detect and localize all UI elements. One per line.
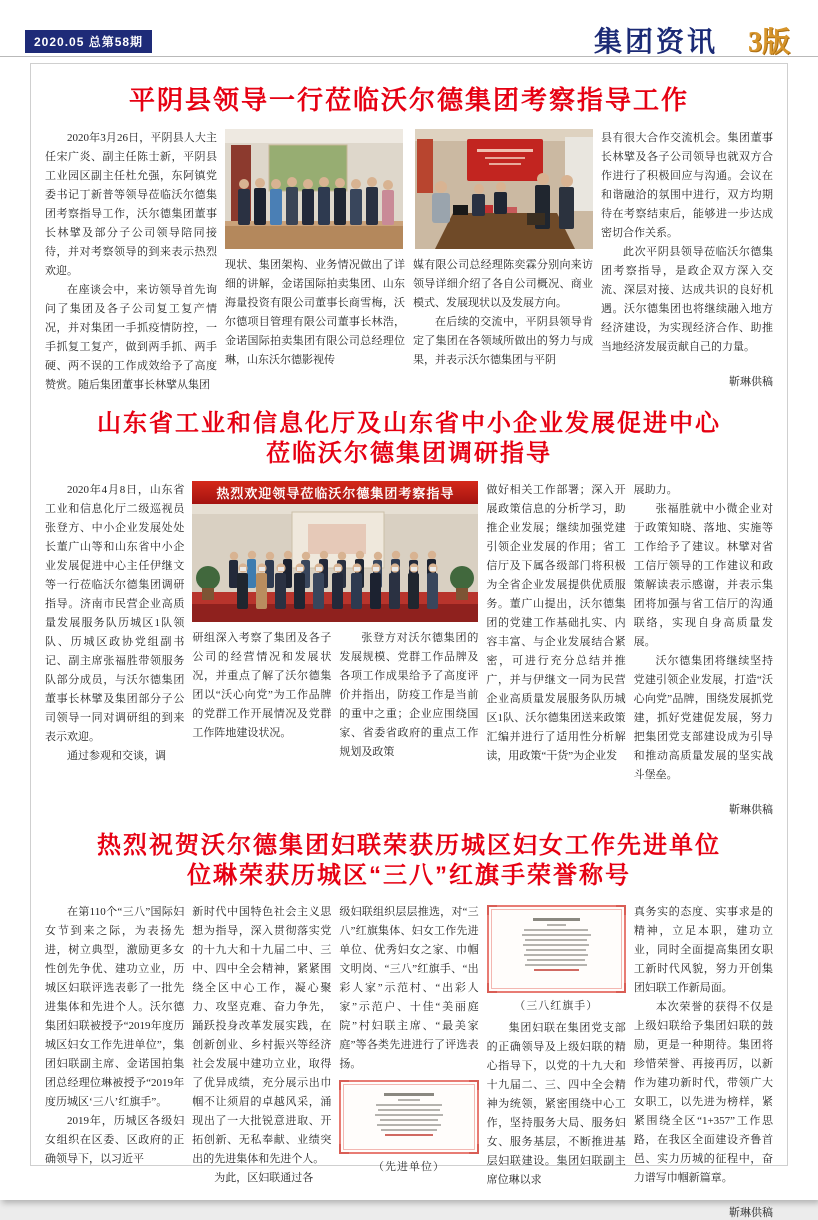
article-provincial-research [45,409,773,817]
article1-col3 [413,256,593,370]
article3-body [45,903,773,1220]
article1-middle [225,129,593,370]
article2-middle-text [192,629,478,762]
masthead-title: 集团资讯 [593,27,718,58]
article1-middle-text [225,256,593,370]
photo-welcome-group [192,504,478,622]
paragraph: 新时代中国特色社会主义思想为指导，深入贯彻落实党的十九大和十九届二中、三中、四中全会精神，紧紧围绕全区中心工作，凝心聚力、攻坚克难、奋力争先，踊跃投身改革发展实践，在创新创业、乡村振兴等经济社会发展中建功立业，取得了优异成绩，充分展示出巾帼不让须眉的卓越风采，涌现出了一大批锐意进取、开拓创新、无私奉献、业绩突出的先进集体和先进个人。 [192,905,332,1165]
issue-badge: 2020.05 总第58期 [25,30,152,53]
article2-col2 [192,629,331,743]
paragraph: 在座谈会中，来访领导首先询问了集团及各子公司复工复产情况，并对集团一手抓疫情防控，一手抓复工复产，做到两手抓、两手硬、两不误的工作成效给予了高度赞赏。随后集团董事长林擘从集团 [45,283,217,391]
article3-title-line2: 位琳荣获历城区“三八”红旗手荣誉称号 [187,861,631,889]
byline: 靳琳供稿 [728,803,773,816]
paragraph: 做好相关工作部署；深入开展政策信息的分析学习，助推企业发展；继续加强党建引领企业发展的作用；省工信厅及下属各级部门将积极为全省企业发展提供优质服务。董广山提出，沃尔德集团的党建工作基础扎实、内容丰富、与企业发展结合紧密，可进行充分总结并推广，并与伊继文一同为民营企业高质量发展服务队历城区1队、沃尔德集团送来政策汇编并进行了适用性分析解读，用政策“干货”为企业发 [486,483,626,762]
article2-title-line1: 山东省工业和信息化厅及山东省中小企业发展促进中心 [97,409,721,437]
article2-col3 [339,629,478,762]
article3-col3 [339,903,478,1180]
paragraph: 2019年，历城区各级妇女组织在区委、区政府的正确领导下，以习近平 [45,1114,185,1165]
paragraph: 现状、集团架构、业务情况做出了详细的讲解，金诺国际拍卖集团、山东海量投资有限公司董事长商雪梅，沃尔德项目管理有限公司董事长林浩，金诺国际拍卖集团有限公司总经理位琳，山东沃尔德影视传 [225,258,405,366]
article2-col5 [634,481,773,817]
certificate-red-flag [487,905,626,993]
header-divider [0,56,818,57]
certificate-advanced-unit [339,1080,478,1154]
article3-col1 [45,903,184,1169]
paragraph: 通过参观和交谈，调 [67,749,166,762]
paragraph: 本次荣誉的获得不仅是上级妇联给予集团妇联的鼓励，更是一种期待。集团将珍惜荣誉、再接再厉，以新作为建功新时代，带领广大女职工，以先进为榜样，紧紧围绕全区“1+357”工作思路，在我区全面建设齐鲁首邑、实力历城的征程中，奋力谱写巾帼新篇章。 [633,1000,774,1184]
paragraph: 张登方对沃尔德集团的发展规模、党群工作品牌及各项工作成果给予了高度评价并指出，防疫工作是当前的重中之重；企业应围绕国家、省委省政府的重点工作规划及政策 [339,631,479,758]
paragraph: 张福胜就中小微企业对于政策知晓、落地、实施等工作给予了建议。林擘对省工信厅领导的工作建议和政策解读表示感谢，并表示集团将加强与省工信厅的沟通联络，实现自身高质量发展。 [633,502,773,648]
paragraph: 研组深入考察了集团及各子公司的经营情况和发展状况，并重点了解了沃尔德集团以“沃心向党”为工作品牌的党群工作开展情况及党群工作阵地建设状况。 [192,631,332,739]
paragraph: 为此，区妇联通过各 [214,1171,314,1184]
welcome-banner: 热烈欢迎领导莅临沃尔德集团考察指导 [192,481,478,504]
article2-title-line2: 莅临沃尔德集团调研指导 [266,439,552,467]
article2-middle [192,481,478,762]
photo-delegation-group [225,129,403,249]
paragraph: 展助力。 [633,483,678,496]
article2-title [45,409,773,469]
article3-title-line1: 热烈祝贺沃尔德集团妇联荣获历城区妇女工作先进单位 [97,831,721,859]
article1-body [45,129,773,395]
content-frame [30,63,788,1219]
photo-caption-flag: （三八红旗手） [514,999,599,1012]
paragraph: 2020年4月8日，山东省工业和信息化厅二级巡视员张登方、中小企业发展处处长董广山等和山东省中小企业发展促进中心主任伊继文等一行莅临沃尔德集团调研指导。济南市民营企业高质量发展服务队历城区1队领队、历城区政协党组副书记、副主席张福胜带领服务队部分成员，与沃尔德集团董事长林擘及集团部分子公司领导一同对调研组的到来表示欢迎。 [45,483,185,743]
article3-title [45,831,773,891]
article2-col4 [486,481,625,766]
article1-col2 [225,256,405,370]
paragraph: 县有很大合作交流机会。集团董事长林擘及各子公司领导也就双方合作进行了积极回应与沟通。会议在和谐融洽的氛围中进行，双方均期待在考察结束后，能够进一步达成密切合作关系。 [601,131,773,239]
article3-col2 [192,903,331,1188]
article2-col1 [45,481,184,766]
paragraph: 真务实的态度、实事求是的精神，立足本职，建功立业，同时全面提高集团女职工新时代风貌，努力开创集团妇联工作新局面。 [633,905,774,994]
paragraph: 在后续的交流中，平阴县领导肯定了集团在各领域所做出的努力与成果，并表示沃尔德集团与平阴 [413,315,593,366]
paragraph: 在第110个“三八”国际妇女节到来之际，为表扬先进，树立典型，激励更多女性创先争优、建功立业，历城区妇联评选表彰了一批先进集体和先进个人。沃尔德集团妇联被授予“2019年度历城区妇女工作先进单位”，集团妇联副主席、金诺国拍集团总经理位琳被授予“2019年度历城区‘三八’红旗手”。 [45,905,185,1108]
page-number: 3版 [747,27,790,58]
article-women-award [45,831,773,1220]
byline: 靳琳供稿 [729,1206,774,1219]
paragraph: 此次平阴县领导莅临沃尔德集团考察指导，是政企双方深入交流、深层对接、达成共识的良好机遇。沃尔德集团也将继续融入地方经济建设，为实现经济合作、助推当地经济发展贡献自己的力量。 [601,245,773,353]
article1-title: 平阴县领导一行莅临沃尔德集团考察指导工作 [128,85,689,115]
article3-col5 [634,903,773,1220]
article2-body [45,481,773,817]
paragraph: 媒有限公司总经理陈奕霖分别向来访领导详细介绍了各自公司概况、商业模式、发展现状以及发展方向。 [413,258,593,309]
photo-meeting-room [415,129,593,249]
paragraph: 沃尔德集团将继续坚持党建引领企业发展，打造“沃心向党”品牌，围绕发展抓党建，抓好党建促发展，努力把集团党支部建设成为引导和推动高质量发展的坚实战斗堡垒。 [633,654,773,781]
photo-caption-unit: （先进单位） [373,1160,445,1173]
byline: 靳琳供稿 [729,375,773,388]
article2-photo [192,481,478,622]
article1-col1 [45,129,217,395]
article-pingyin-visit [45,84,773,395]
paragraph: 2020年3月26日，平阴县人大主任宋广炎、副主任陈士新，平阴县工业园区副主任杜允强，东阿镇党委书记丁新普等领导莅临沃尔德集团考察指导工作，沃尔德集团董事长林擘及部分子公司领导陪同接待，并对考察领导的到来表示热烈欢迎。 [45,131,217,277]
paragraph: 集团妇联在集团党支部的正确领导及上级妇联的精心指导下，以党的十九大和十九届二、三、四中全会精神为统领，紧密围绕中心工作，坚持服务大局、服务妇女、服务基层，不断推进基层妇联建设。集团妇联副主席位琳以求 [486,1021,626,1186]
article1-col4 [601,129,773,389]
article3-col4 [487,903,626,1190]
paragraph: 级妇联组织层层推选，对“三八”红旗集体、妇女工作先进单位、优秀妇女之家、巾帼文明岗、“三八”红旗手、“出彩人家”示范村、“出彩人家”示范户、十佳“美丽庭院”村妇联主席、“最美家庭”等各类先进进行了评选表扬。 [339,905,479,1070]
article1-photos [225,129,593,249]
